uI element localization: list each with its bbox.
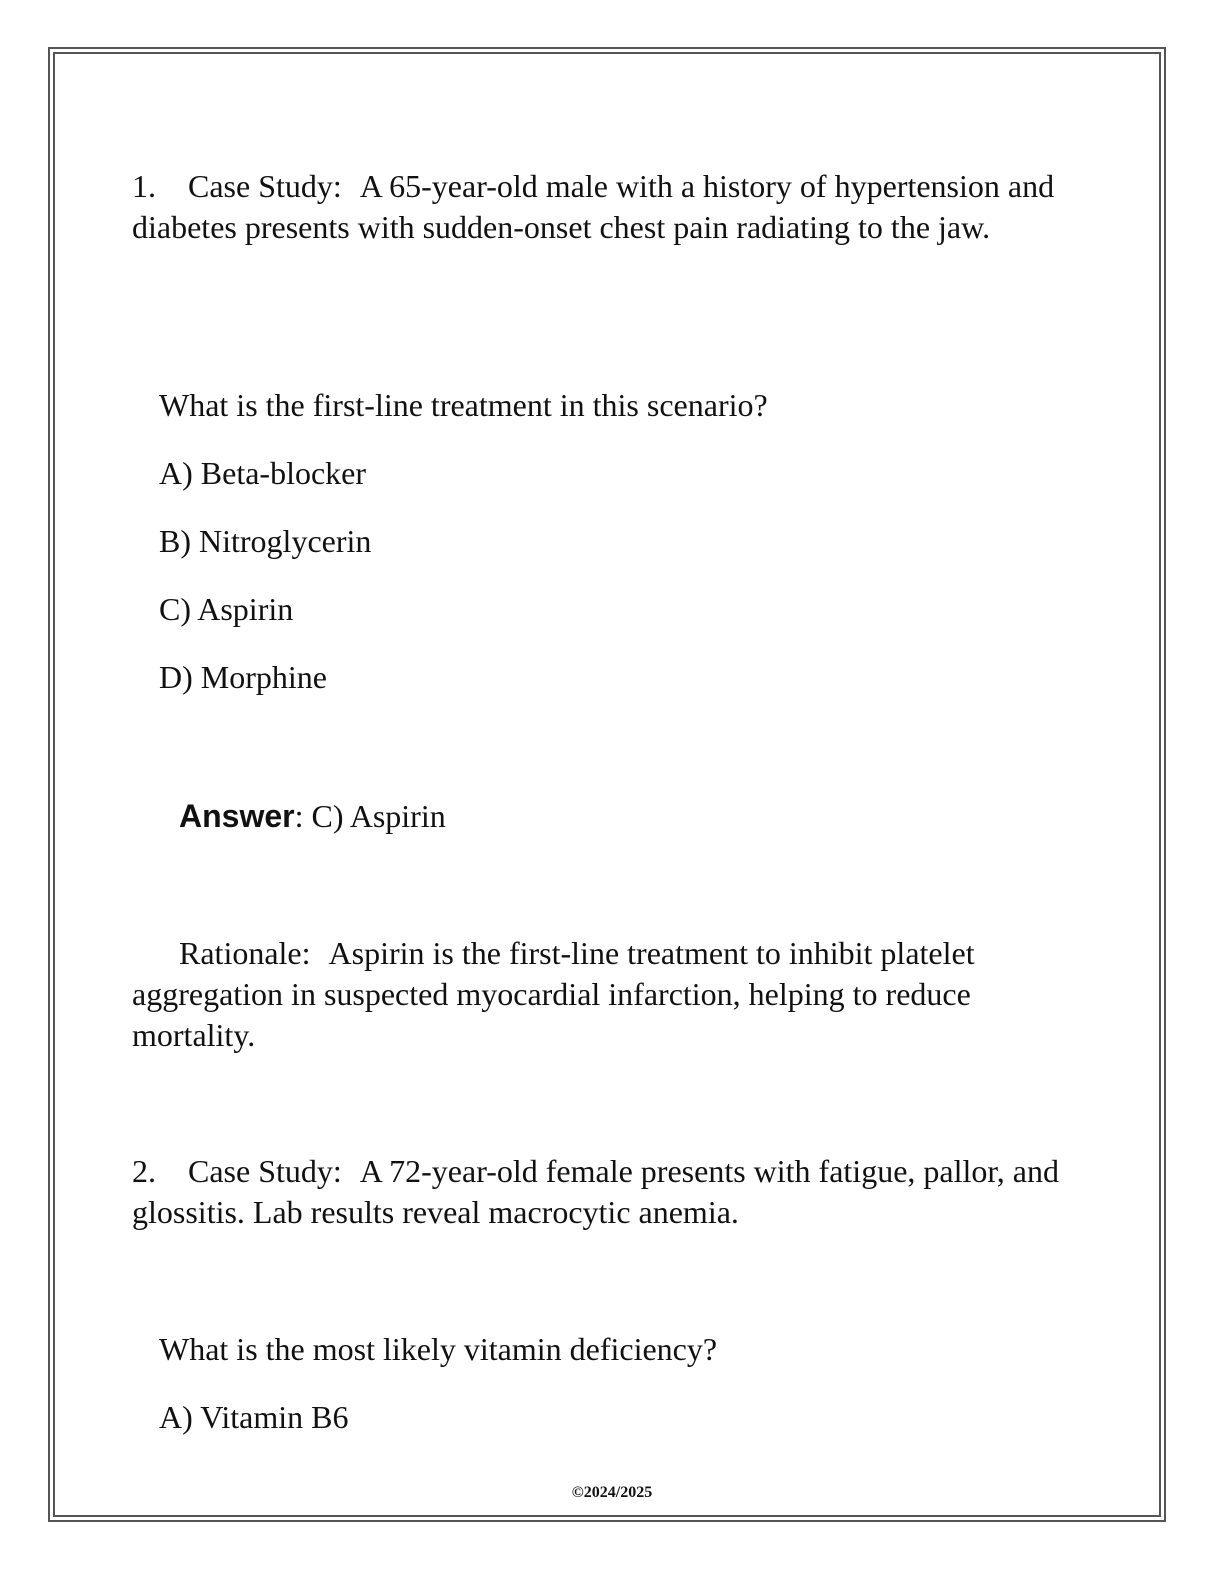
q1-rationale-label: Rationale: bbox=[179, 935, 311, 971]
q1-option-d: D) Morphine bbox=[159, 659, 327, 695]
q1-option-c: C) Aspirin bbox=[159, 591, 294, 627]
q1-case-label: Case Study: bbox=[188, 168, 342, 204]
q2-case-label: Case Study: bbox=[188, 1153, 342, 1189]
q2-option-a: A) Vitamin B6 bbox=[159, 1399, 349, 1435]
q1-answer-label: Answer bbox=[179, 798, 295, 834]
q1-rationale bbox=[132, 933, 1092, 1056]
q2-number: 2. bbox=[132, 1153, 156, 1189]
q2-case-text: A 72-year-old female presents with fatigue, pallor, and glossitis. Lab results reveal macrocytic anemia. bbox=[132, 1153, 1059, 1230]
q1-case-study bbox=[132, 166, 1092, 248]
q1-case-text: A 65-year-old male with a history of hypertension and diabetes presents with sudden-onset chest pain radiating to the jaw. bbox=[132, 168, 1055, 245]
page-border-inner bbox=[53, 52, 1161, 1517]
copyright-footer: ©2024/2025 bbox=[571, 1484, 653, 1501]
q1-question: What is the first-line treatment in this scenario? bbox=[159, 387, 768, 423]
q1-number: 1. bbox=[132, 168, 156, 204]
q1-rationale-text: Aspirin is the first-line treatment to inhibit platelet aggregation in suspected myocardial infarction, helping to reduce mortality. bbox=[132, 935, 975, 1053]
q1-option-b: B) Nitroglycerin bbox=[159, 523, 372, 559]
q2-question: What is the most likely vitamin deficiency? bbox=[159, 1331, 718, 1367]
q1-answer bbox=[179, 796, 446, 837]
q2-case-study bbox=[132, 1151, 1092, 1233]
q1-answer-text: : C) Aspirin bbox=[294, 798, 446, 834]
q1-option-a: A) Beta-blocker bbox=[159, 455, 367, 491]
